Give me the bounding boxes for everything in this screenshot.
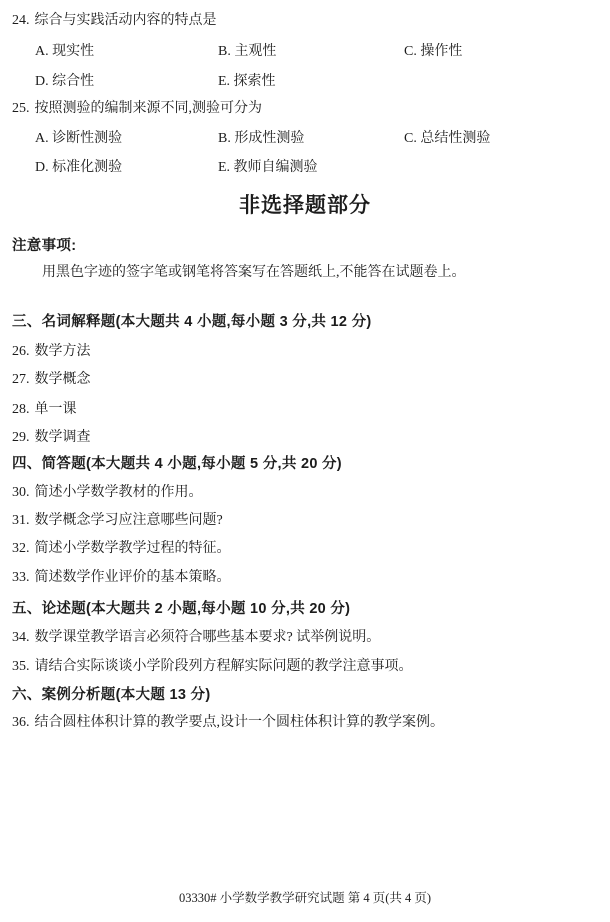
- question-29-text: 数学调查: [34, 430, 91, 445]
- option-25-e: E. 教师自编测验: [218, 160, 318, 175]
- question-25-options-row-1: [0, 127, 610, 147]
- question-26-number: 26.: [12, 344, 30, 359]
- question-24-stem: 综合与实践活动内容的特点是: [34, 13, 217, 28]
- notice-body: 用黑色字迹的签字笔或钢笔将答案写在答题纸上,不能答在试题卷上。: [42, 265, 466, 280]
- question-25-options-row-2: [0, 156, 610, 176]
- question-32-text: 简述小学数学教学过程的特征。: [34, 541, 231, 556]
- question-32: [12, 537, 231, 557]
- option-24-b: B. 主观性: [218, 44, 277, 59]
- question-30: [12, 481, 203, 501]
- page-footer: 03330# 小学数学教学研究试题 第 4 页(共 4 页): [178, 891, 432, 905]
- notice-title: 注意事项:: [12, 238, 77, 254]
- question-35: [12, 655, 413, 675]
- question-36: [12, 711, 444, 731]
- question-25-stem: 按照测验的编制来源不同,测验可分为: [34, 101, 262, 116]
- option-25-c: C. 总结性测验: [404, 131, 491, 146]
- question-34-text: 数学课堂教学语言必须符合哪些基本要求? 试举例说明。: [34, 630, 381, 645]
- question-33: [12, 566, 231, 586]
- question-28: [12, 398, 77, 418]
- question-28-number: 28.: [12, 402, 30, 417]
- question-33-number: 33.: [12, 570, 30, 585]
- section-4-header: 四、简答题(本大题共 4 小题,每小题 5 分,共 20 分): [12, 456, 342, 472]
- question-24-options-row-1: [0, 40, 610, 60]
- question-31-text: 数学概念学习应注意哪些问题?: [34, 513, 223, 528]
- question-27: [12, 368, 91, 388]
- question-34: [12, 626, 380, 646]
- question-35-number: 35.: [12, 659, 30, 674]
- question-27-number: 27.: [12, 372, 30, 387]
- option-24-d: D. 综合性: [35, 74, 95, 89]
- question-24: [12, 9, 217, 29]
- question-35-text: 请结合实际谈谈小学阶段列方程解实际问题的教学注意事项。: [34, 659, 413, 674]
- question-28-text: 单一课: [34, 402, 77, 417]
- question-25-number: 25.: [12, 101, 30, 116]
- question-24-number: 24.: [12, 13, 30, 28]
- question-31-number: 31.: [12, 513, 30, 528]
- question-36-number: 36.: [12, 715, 30, 730]
- question-24-options-row-2: [0, 70, 610, 90]
- question-26: [12, 340, 91, 360]
- question-25: [12, 97, 262, 117]
- section-6-header: 六、案例分析题(本大题 13 分): [12, 687, 211, 703]
- question-31: [12, 509, 223, 529]
- option-24-c: C. 操作性: [404, 44, 463, 59]
- question-26-text: 数学方法: [34, 344, 91, 359]
- question-29: [12, 426, 91, 446]
- question-32-number: 32.: [12, 541, 30, 556]
- section-5-header: 五、论述题(本大题共 2 小题,每小题 10 分,共 20 分): [12, 601, 351, 617]
- question-30-text: 简述小学数学教材的作用。: [34, 485, 203, 500]
- question-33-text: 简述数学作业评价的基本策略。: [34, 570, 231, 585]
- question-27-text: 数学概念: [34, 372, 91, 387]
- option-24-e: E. 探索性: [218, 74, 276, 89]
- option-25-d: D. 标准化测验: [35, 160, 123, 175]
- question-36-text: 结合圆柱体积计算的教学要点,设计一个圆柱体积计算的教学案例。: [34, 715, 444, 730]
- part-heading: 非选择题部分: [239, 194, 371, 217]
- option-25-a: A. 诊断性测验: [35, 131, 123, 146]
- question-29-number: 29.: [12, 430, 30, 445]
- section-3-header: 三、名词解释题(本大题共 4 小题,每小题 3 分,共 12 分): [12, 314, 372, 330]
- option-25-b: B. 形成性测验: [218, 131, 305, 146]
- question-30-number: 30.: [12, 485, 30, 500]
- question-34-number: 34.: [12, 630, 30, 645]
- option-24-a: A. 现实性: [35, 44, 95, 59]
